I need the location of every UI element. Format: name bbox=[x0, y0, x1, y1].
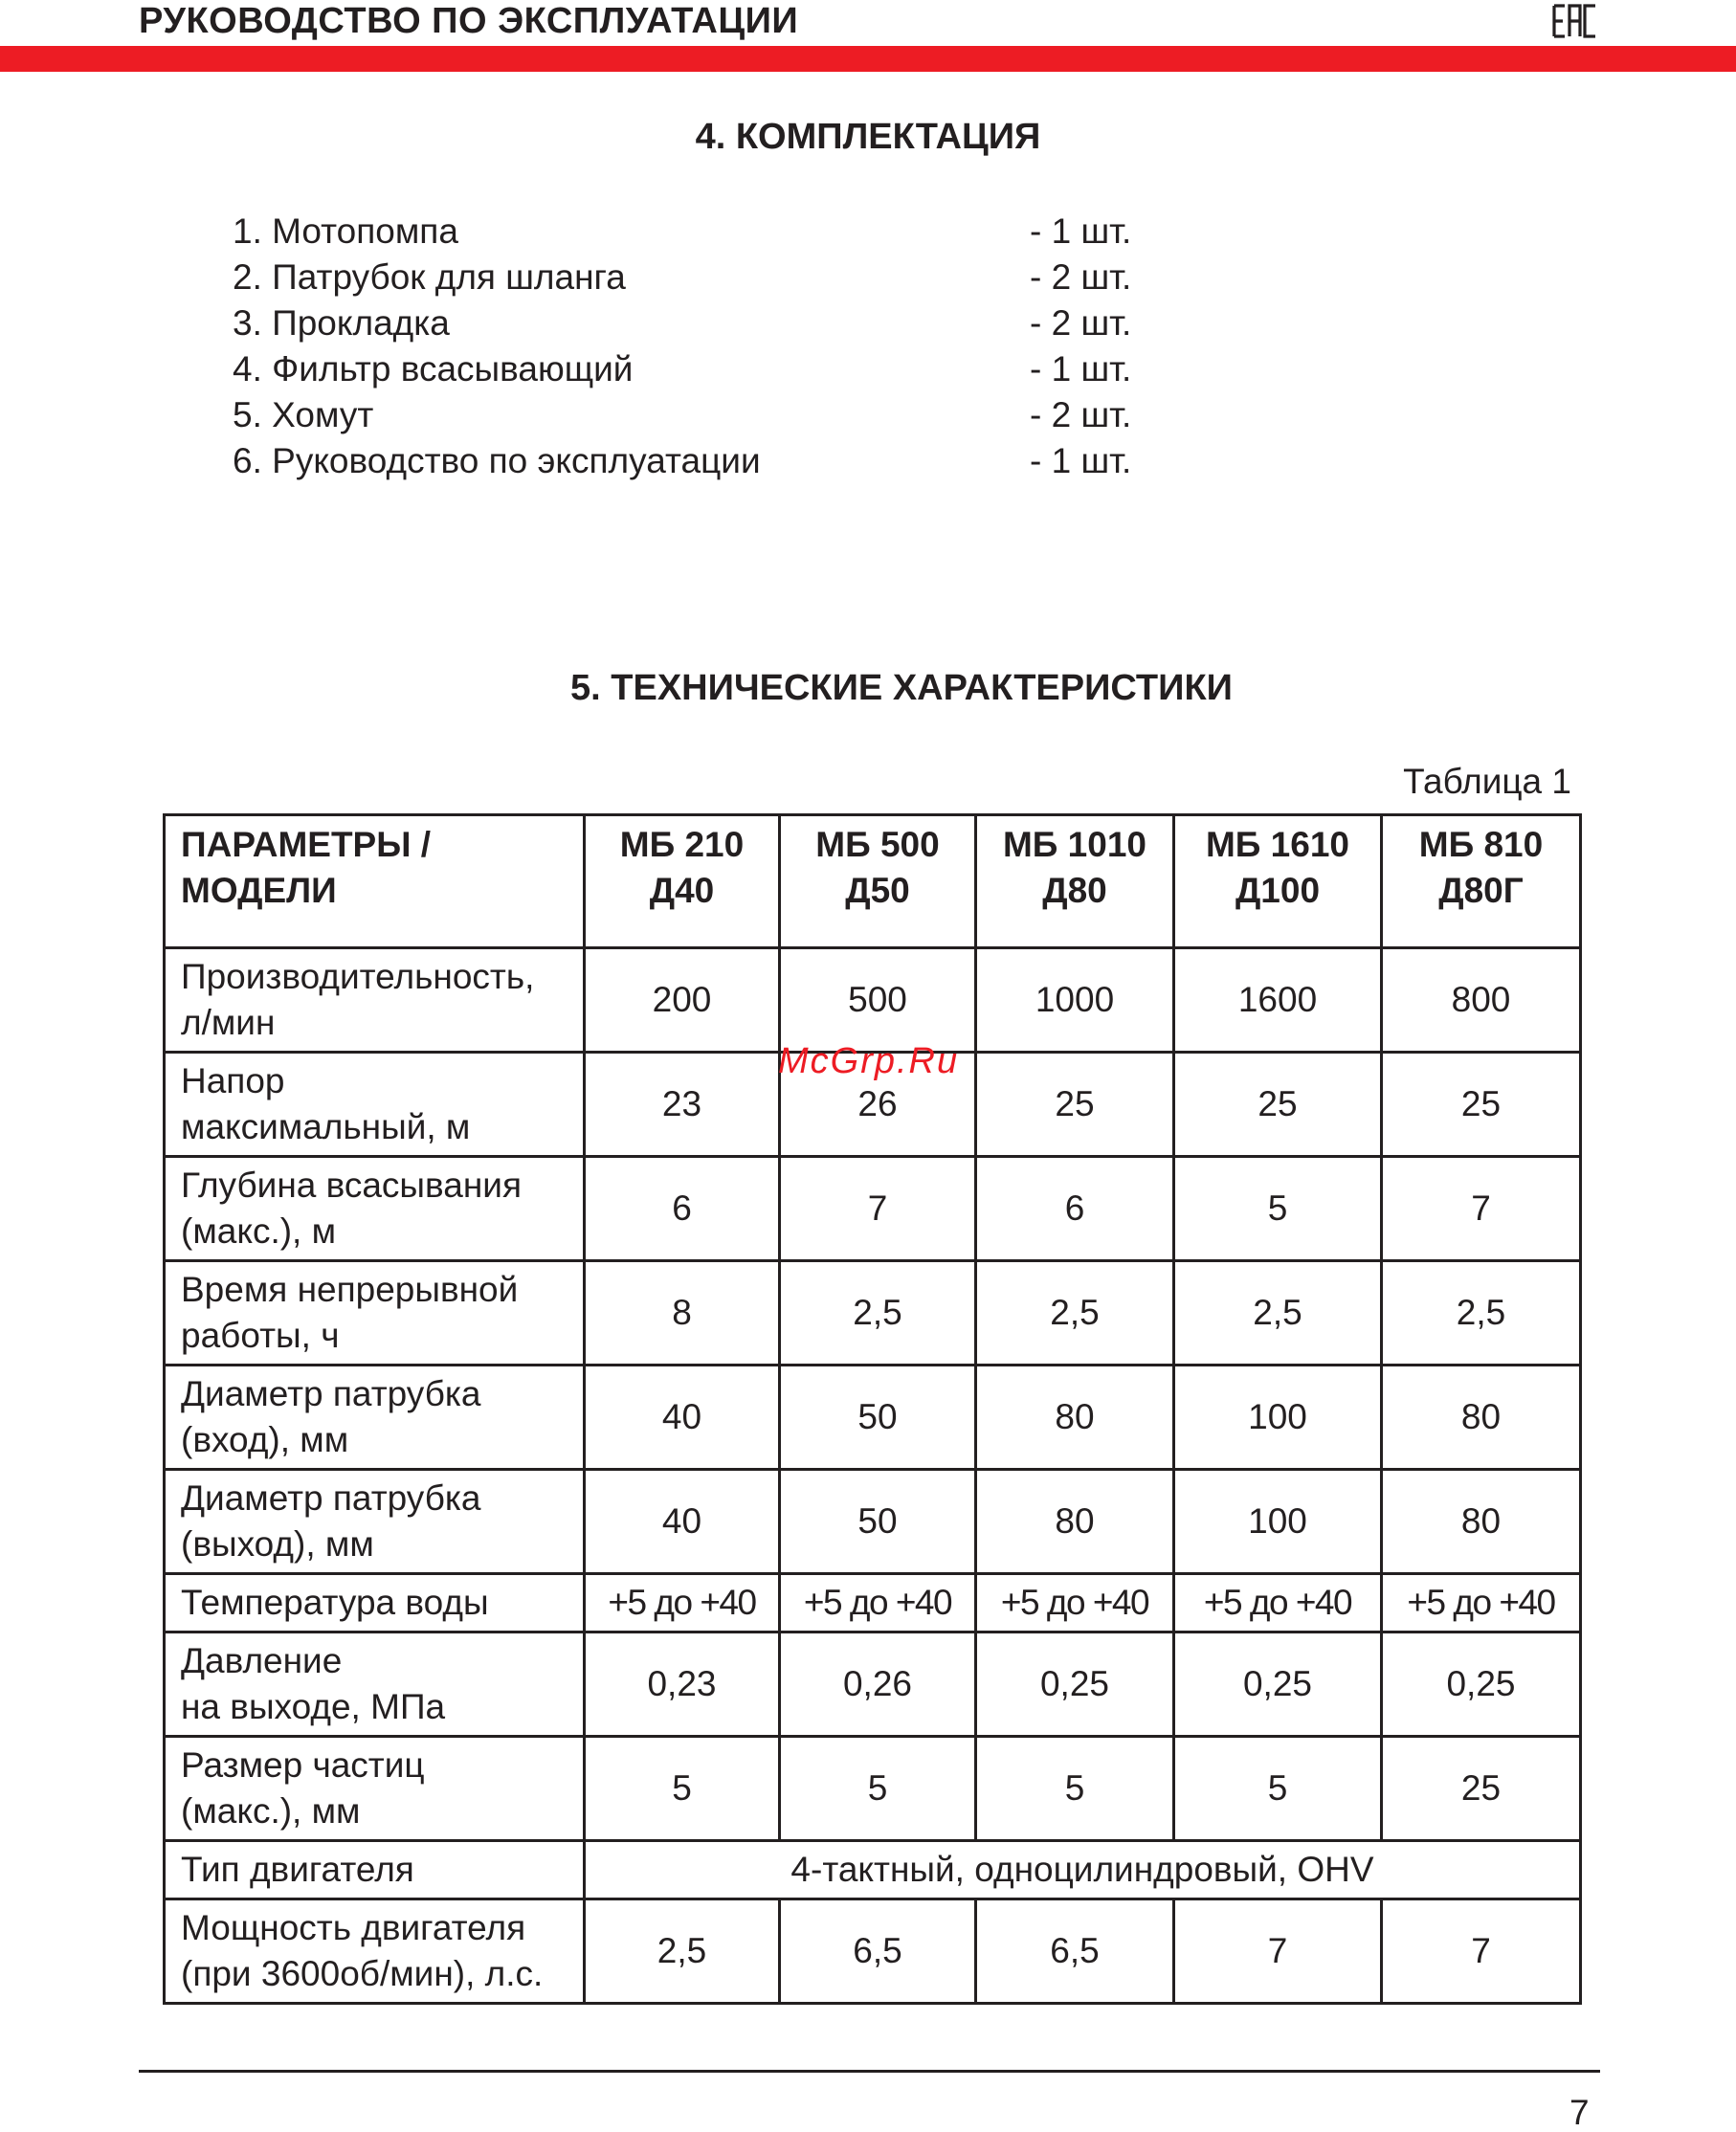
model-header-cell bbox=[1382, 815, 1581, 948]
model-sub: Д80Г bbox=[1438, 871, 1524, 910]
model-name: МБ 210 bbox=[619, 825, 745, 864]
value-cell: 7 bbox=[780, 1157, 976, 1261]
value-cell: 0,25 bbox=[976, 1632, 1174, 1737]
param-label-line1: Размер частиц bbox=[181, 1745, 425, 1785]
value-cell: 0,26 bbox=[780, 1632, 976, 1737]
param-label-cell bbox=[165, 948, 585, 1053]
param-label-cell bbox=[165, 1157, 585, 1261]
param-label-line2: (макс.), мм bbox=[181, 1791, 361, 1831]
param-label-line2: максимальный, м bbox=[181, 1107, 471, 1146]
value-cell: 0,23 bbox=[585, 1632, 780, 1737]
table-caption: Таблица 1 bbox=[1403, 762, 1571, 801]
kit-item-name: 1. Мотопомпа bbox=[233, 211, 458, 251]
value-cell: +5 до +40 bbox=[1174, 1574, 1382, 1632]
params-header-line2: МОДЕЛИ bbox=[181, 871, 337, 910]
value-cell: 0,25 bbox=[1382, 1632, 1581, 1737]
value-cell: +5 до +40 bbox=[780, 1574, 976, 1632]
param-label-line1: Напор bbox=[181, 1061, 285, 1100]
specs-table bbox=[163, 813, 1582, 2005]
value-cell: 6 bbox=[585, 1157, 780, 1261]
model-sub: Д40 bbox=[649, 871, 715, 910]
value-cell: +5 до +40 bbox=[585, 1574, 780, 1632]
value-cell: 5 bbox=[1174, 1157, 1382, 1261]
kit-item-qty: - 1 шт. bbox=[1030, 441, 1132, 480]
value-cell: 500 bbox=[780, 948, 976, 1053]
header-red-band bbox=[0, 46, 1736, 72]
value-cell: 7 bbox=[1382, 1157, 1581, 1261]
param-label-line1: Давление bbox=[181, 1641, 343, 1680]
value-cell: 26 bbox=[780, 1053, 976, 1157]
table-row bbox=[165, 948, 1581, 1053]
kit-item-name: 3. Прокладка bbox=[233, 303, 450, 343]
param-label-line2: (макс.), м bbox=[181, 1211, 337, 1251]
table-row bbox=[165, 1574, 1581, 1632]
model-name: МБ 500 bbox=[815, 825, 940, 864]
param-label-cell bbox=[165, 1737, 585, 1841]
table-header-row bbox=[165, 815, 1581, 948]
value-cell: 7 bbox=[1382, 1899, 1581, 2004]
footer-rule bbox=[139, 2070, 1600, 2073]
kit-item-name: 2. Патрубок для шланга bbox=[233, 257, 626, 297]
param-label-cell bbox=[165, 1261, 585, 1366]
kit-item-name: 4. Фильтр всасывающий bbox=[233, 349, 634, 389]
value-cell: 0,25 bbox=[1174, 1632, 1382, 1737]
param-label-cell bbox=[165, 1899, 585, 2004]
param-label-cell: Тип двигателя bbox=[165, 1841, 585, 1899]
param-label-line2: л/мин bbox=[181, 1003, 276, 1042]
kit-item-qty: - 1 шт. bbox=[1030, 211, 1132, 251]
page-number: 7 bbox=[1569, 2093, 1590, 2132]
value-cell: 25 bbox=[976, 1053, 1174, 1157]
param-label-cell bbox=[165, 1053, 585, 1157]
table-row bbox=[165, 1632, 1581, 1737]
value-cell: 200 bbox=[585, 948, 780, 1053]
value-cell: 80 bbox=[976, 1470, 1174, 1574]
value-cell: 5 bbox=[780, 1737, 976, 1841]
param-label-cell: Температура воды bbox=[165, 1574, 585, 1632]
value-cell: +5 до +40 bbox=[976, 1574, 1174, 1632]
model-header-cell bbox=[1174, 815, 1382, 948]
table-row bbox=[165, 1470, 1581, 1574]
param-label-cell bbox=[165, 1470, 585, 1574]
model-header-cell bbox=[976, 815, 1174, 948]
eac-mark-icon bbox=[1552, 2, 1598, 40]
value-cell: 5 bbox=[976, 1737, 1174, 1841]
table-row bbox=[165, 1157, 1581, 1261]
value-cell: 6,5 bbox=[976, 1899, 1174, 2004]
value-cell: 2,5 bbox=[585, 1899, 780, 2004]
value-cell: 23 bbox=[585, 1053, 780, 1157]
value-cell: 7 bbox=[1174, 1899, 1382, 2004]
section-5-title: 5. ТЕХНИЧЕСКИЕ ХАРАКТЕРИСТИКИ bbox=[570, 668, 1233, 708]
model-sub: Д100 bbox=[1235, 871, 1321, 910]
model-header-cell bbox=[585, 815, 780, 948]
params-header-cell bbox=[165, 815, 585, 948]
document-header-title: РУКОВОДСТВО ПО ЭКСПЛУАТАЦИИ bbox=[139, 1, 799, 41]
param-label-line1: Мощность двигателя bbox=[181, 1908, 526, 1947]
value-cell: 80 bbox=[976, 1366, 1174, 1470]
value-cell: 50 bbox=[780, 1366, 976, 1470]
kit-item-qty: - 2 шт. bbox=[1030, 395, 1132, 434]
param-label-line1: Диаметр патрубка bbox=[181, 1478, 481, 1518]
value-cell: 800 bbox=[1382, 948, 1581, 1053]
model-name: МБ 1010 bbox=[1002, 825, 1146, 864]
kit-item-name: 5. Хомут bbox=[233, 395, 374, 434]
table-row bbox=[165, 1841, 1581, 1899]
value-cell: 80 bbox=[1382, 1470, 1581, 1574]
table-row bbox=[165, 1261, 1581, 1366]
value-cell: 25 bbox=[1382, 1737, 1581, 1841]
value-cell: 2,5 bbox=[1174, 1261, 1382, 1366]
table-row bbox=[165, 1366, 1581, 1470]
value-cell: 2,5 bbox=[976, 1261, 1174, 1366]
value-cell: 40 bbox=[585, 1366, 780, 1470]
params-header-line1: ПАРАМЕТРЫ / bbox=[181, 825, 432, 864]
value-cell: 50 bbox=[780, 1470, 976, 1574]
value-cell: 100 bbox=[1174, 1470, 1382, 1574]
value-cell: 8 bbox=[585, 1261, 780, 1366]
value-cell: 5 bbox=[585, 1737, 780, 1841]
model-sub: Д50 bbox=[845, 871, 910, 910]
kit-item-qty: - 1 шт. bbox=[1030, 349, 1132, 389]
value-cell: 80 bbox=[1382, 1366, 1581, 1470]
value-cell: 6 bbox=[976, 1157, 1174, 1261]
param-label-line1: Диаметр патрубка bbox=[181, 1374, 481, 1413]
section-4-title: 4. КОМПЛЕКТАЦИЯ bbox=[695, 117, 1041, 157]
value-cell: 5 bbox=[1174, 1737, 1382, 1841]
param-label-line1: Производительность, bbox=[181, 957, 535, 996]
param-label-line2: (при 3600об/мин), л.с. bbox=[181, 1954, 544, 1993]
value-cell: 6,5 bbox=[780, 1899, 976, 2004]
value-cell: 25 bbox=[1174, 1053, 1382, 1157]
model-name: МБ 810 bbox=[1418, 825, 1544, 864]
param-label-line2: работы, ч bbox=[181, 1316, 340, 1355]
param-label-line2: (вход), мм bbox=[181, 1420, 349, 1459]
table-row bbox=[165, 1737, 1581, 1841]
value-cell: 25 bbox=[1382, 1053, 1581, 1157]
model-sub: Д80 bbox=[1042, 871, 1107, 910]
param-label-line2: на выходе, МПа bbox=[181, 1687, 446, 1726]
value-cell: 1000 bbox=[976, 948, 1174, 1053]
model-name: МБ 1610 bbox=[1205, 825, 1349, 864]
watermark: McGrp.Ru bbox=[778, 1041, 960, 1081]
kit-item-qty: - 2 шт. bbox=[1030, 303, 1132, 343]
param-label-cell bbox=[165, 1366, 585, 1470]
value-cell: +5 до +40 bbox=[1382, 1574, 1581, 1632]
param-label-line1: Время непрерывной bbox=[181, 1270, 519, 1309]
kit-item-qty: - 2 шт. bbox=[1030, 257, 1132, 297]
merged-value-cell: 4-тактный, одноцилиндровый, OHV bbox=[585, 1841, 1581, 1899]
param-label-cell bbox=[165, 1632, 585, 1737]
table-row bbox=[165, 1899, 1581, 2004]
value-cell: 100 bbox=[1174, 1366, 1382, 1470]
model-header-cell bbox=[780, 815, 976, 948]
value-cell: 40 bbox=[585, 1470, 780, 1574]
param-label-line2: (выход), мм bbox=[181, 1524, 374, 1564]
param-label-line1: Глубина всасывания bbox=[181, 1166, 522, 1205]
value-cell: 1600 bbox=[1174, 948, 1382, 1053]
value-cell: 2,5 bbox=[1382, 1261, 1581, 1366]
kit-item-name: 6. Руководство по эксплуатации bbox=[233, 441, 761, 480]
value-cell: 2,5 bbox=[780, 1261, 976, 1366]
